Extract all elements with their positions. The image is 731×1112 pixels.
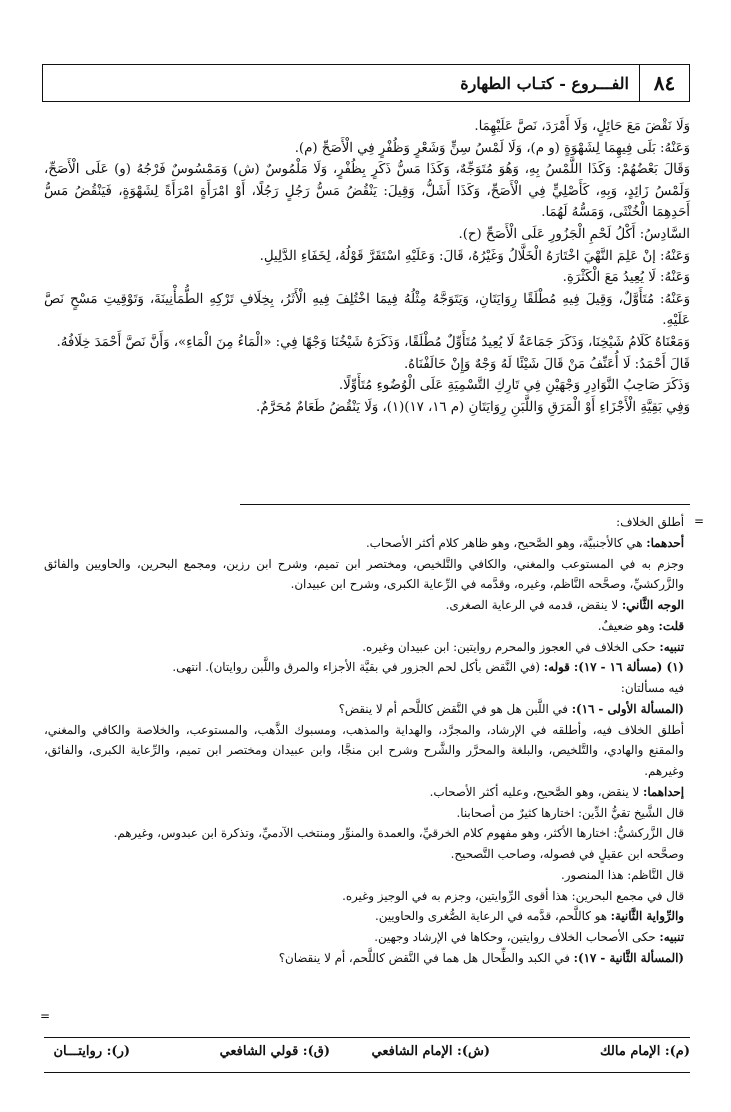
- note-line: قال الزَّركشيُّ: اختارها الأكثر، وهو مفهوم كلام الخرقيِّ، والعمدة والمنوِّر ومنتخب الآدميِّ، وتذكرة ابن عبدوس، وغيرهم.: [113, 826, 684, 841]
- note-line: أطلق الخلاف:: [616, 515, 684, 529]
- main-paragraph: السَّادِسُ: أَكْلُ لَحْمِ الْجَزُورِ عَلَى الْأَصَحِّ (ح).: [458, 226, 690, 242]
- note-line: قال النَّاظم: هذا المنصور.: [560, 867, 684, 882]
- main-paragraph: وَعَنْهُ: مُتَأَوَّلٌ، وَقِيلَ فِيهِ مُطْلَقًا رِوَايَتَانِ، وَيَتَوَجَّهُ مِثْلُهُ فِيمَا اخْتُلِفَ فِيهِ الْأَثَرُ، بِخِلَافِ تَرْكِهِ الطُّمَأْنِينَةَ، وَتَوْقِيتِ مَسْحٍ نَصَّ عَلَيْهِ.: [44, 291, 690, 329]
- note-line: قال الشَّيخ تقيُّ الدِّين: اختارها كثيرٌ من أصحابنا.: [456, 805, 684, 820]
- main-paragraph: وَفِي بَقِيَّةِ الْأَجْزَاءِ أَوْ الْمَرَقِ وَاللَّبَنِ رِوَايَتَانِ (م ١٦، ١٧)(١)، وَلَا يَنْقُضُ طَعَامٌ مُحَرَّمٌ.: [256, 399, 690, 415]
- footnotes: [44, 512, 684, 969]
- abbrev-shafii: (ش): الإمام الشافعي: [371, 1044, 490, 1059]
- note-line: تنبيه: حكى الأصحاب الخلاف روايتين، وحكاها في الإرشاد وجهين.: [374, 930, 684, 944]
- main-paragraph: وَعَنْهُ: لَا يُعِيدُ مَعَ الْكَثْرَةِ.: [562, 270, 690, 286]
- continuation-mark: =: [40, 1009, 51, 1023]
- abbrev-malik: (م): الإمام مالك: [599, 1044, 690, 1059]
- note-line: وجزم به في المستوعب والمغني، والكافي والتَّلخيص، ومختصر ابن تميم، وشرح ابن رزين، ومجمع البحرين، والحاويين والفائق والزَّركشيِّ، وصحَّحه النَّاظم، وغيره، وقدَّمه في الرِّعاية الكبرى، وشرح ابن عبيدان.: [44, 556, 684, 592]
- main-text: [44, 116, 690, 418]
- note-line: (المسألة الأولى - ١٦): في اللَّبن هل هو في النَّقض كاللَّحم أم لا ينقض؟: [338, 701, 684, 716]
- note-line: قلت: وهو ضعيفٌ.: [597, 618, 684, 633]
- note-line: وصحَّحه ابن عقيلٍ في فصوله، وصاحب التَّصحيح.: [450, 847, 684, 861]
- main-paragraph: قَالَ أَحْمَدُ: لَا أُعَنِّفُ مَنْ قَالَ شَيْئًا لَهُ وَجْهٌ وَإِنْ خَالَفْنَاهُ.: [403, 356, 690, 372]
- main-paragraph: وَلَا نَقْضَ مَعَ حَائِلٍ، وَلَا أَمْرَدَ، نَصَّ عَلَيْهِمَا.: [474, 119, 690, 134]
- note-line: قال في مجمع البحرين: هذا أقوى الرِّوايتين، وجزم به في الوجيز وغيره.: [342, 888, 684, 903]
- abbrev-shafii-two-opinions: (ق): قولي الشافعي: [219, 1044, 330, 1059]
- abbreviation-key: [44, 1040, 690, 1070]
- main-paragraph: وَمَعْنَاهُ كَلَامُ شَيْخِنَا، وَذَكَرَ جَمَاعَةٌ لَا يُعِيدُ مُتَأَوِّلٌ مُطْلَقًا، وَذَكَرَهُ شَيْخُنَا وَجْهًا فِي: «الْمَاءُ مِنَ الْمَاءِ»، وَأَنَّ نَصَّ أَحْمَدَ خِلَافُهُ.: [56, 334, 690, 350]
- footnote-separator: [240, 504, 690, 505]
- page-title: الفـــروع - كتـاب الطهارة: [460, 73, 629, 93]
- note-line: تنبيه: حكى الخلاف في العجوز والمحرم روايتين: ابن عبيدان وغيره.: [362, 639, 684, 654]
- main-paragraph: وَقَالَ بَعْضُهُمْ: وَكَذَا اللَّمْسُ بِهِ، وَهُوَ مُتَوَجِّهٌ، وَكَذَا مَسُّ ذَكَرٍ بِظُفْرٍ، وَلَا مَلْمُوسٌ (ش) وَمَمْسُوسٌ فَرْجُهُ (و) عَلَى الْأَصَحِّ، وَلَمْسُ زَائِدٍ، وَبِهِ، كَأَصْلِيٍّ فِي الْأَصَحِّ، وَكَذَا أَشَلُّ، وَقِيلَ: يَنْقُضُ مَسُّ رَجُلٍ رَجُلًا، أَوْ امْرَأَةٍ امْرَأَةً لِشَهْوَةٍ، فَيَنْقُضُ مَسُّ أَحَدِهِمَا الْخُنْثَى، وَمَسُّهُ لَهُمَا.: [44, 162, 690, 221]
- note-line: أطلق الخلاف فيه، وأطلقه في الإرشاد، والمجرَّد، والهداية والمذهب، ومسبوك الذَّهب، والمستوعب، والخلاصة والكافي والمغني، والمقنع والهادي، والتَّلخيص، والبلغة والمحرَّر والشَّرح وشرح ابن منجَّا، وابن عبيدان ومختصر ابن تميم، والرِّعاية الكبرى، والفائق، وغيرهم.: [44, 722, 684, 778]
- page-header: [42, 64, 690, 102]
- footer-rule-bottom: [44, 1072, 690, 1073]
- page-number: ٨٤: [639, 65, 689, 101]
- abbrev-two-narrations: (ر): روايتـــان: [53, 1044, 130, 1059]
- main-paragraph: وَذَكَرَ صَاحِبُ النَّوَادِرِ وَجْهَيْنِ فِي تَارِكِ التَّسْمِيَةِ عَلَى الْوُضُوءِ مُتَأَوِّلًا.: [338, 378, 690, 394]
- note-line: أحدهما: هي كالأجنبيَّة، وهو الصَّحيح، وهو ظاهر كلام أكثر الأصحاب.: [365, 535, 684, 550]
- note-line: (١) (مسألة ١٦ - ١٧): قوله: (في النَّقض بأكل لحم الجزور في بقيَّة الأجزاء والمرق واللَّبن روايتان). انتهى.: [172, 660, 684, 675]
- note-line: الوجه الثَّاني: لا ينقض، قدمه في الرعاية الصغرى.: [445, 598, 684, 612]
- note-line: فيه مسألتان:: [620, 681, 684, 695]
- main-paragraph: وَعَنْهُ: بَلَى فِيهِمَا لِشَهْوَةٍ (و م)، وَلَا لَمْسُ سِنٍّ وَشَعْرٍ وَظُفْرٍ فِي الْأَصَحِّ (م).: [294, 140, 690, 156]
- note-line: والرِّواية الثَّانية: هو كاللَّحم، قدَّمه في الرعاية الصُّغرى والحاويين.: [374, 909, 684, 924]
- note-line: إحداهما: لا ينقض، وهو الصَّحيح، وعليه أكثر الأصحاب.: [429, 784, 684, 799]
- continuation-mark: =: [694, 514, 705, 528]
- main-paragraph: وَعَنْهُ: إنْ عَلِمَ النَّهْيَ اخْتَارَهُ الْخَلَّالُ وَغَيْرُهُ، قَالَ: وَعَلَيْهِ اسْتَقَرَّ قَوْلُهُ، لِخَفَاءِ الدَّلِيلِ.: [259, 248, 690, 264]
- footer-rule-top: [44, 1037, 690, 1038]
- note-line: (المسألة الثَّانية - ١٧): في الكبد والطِّحال هل هما في النَّقض كاللَّحم، أم لا ينقضان؟: [278, 950, 684, 965]
